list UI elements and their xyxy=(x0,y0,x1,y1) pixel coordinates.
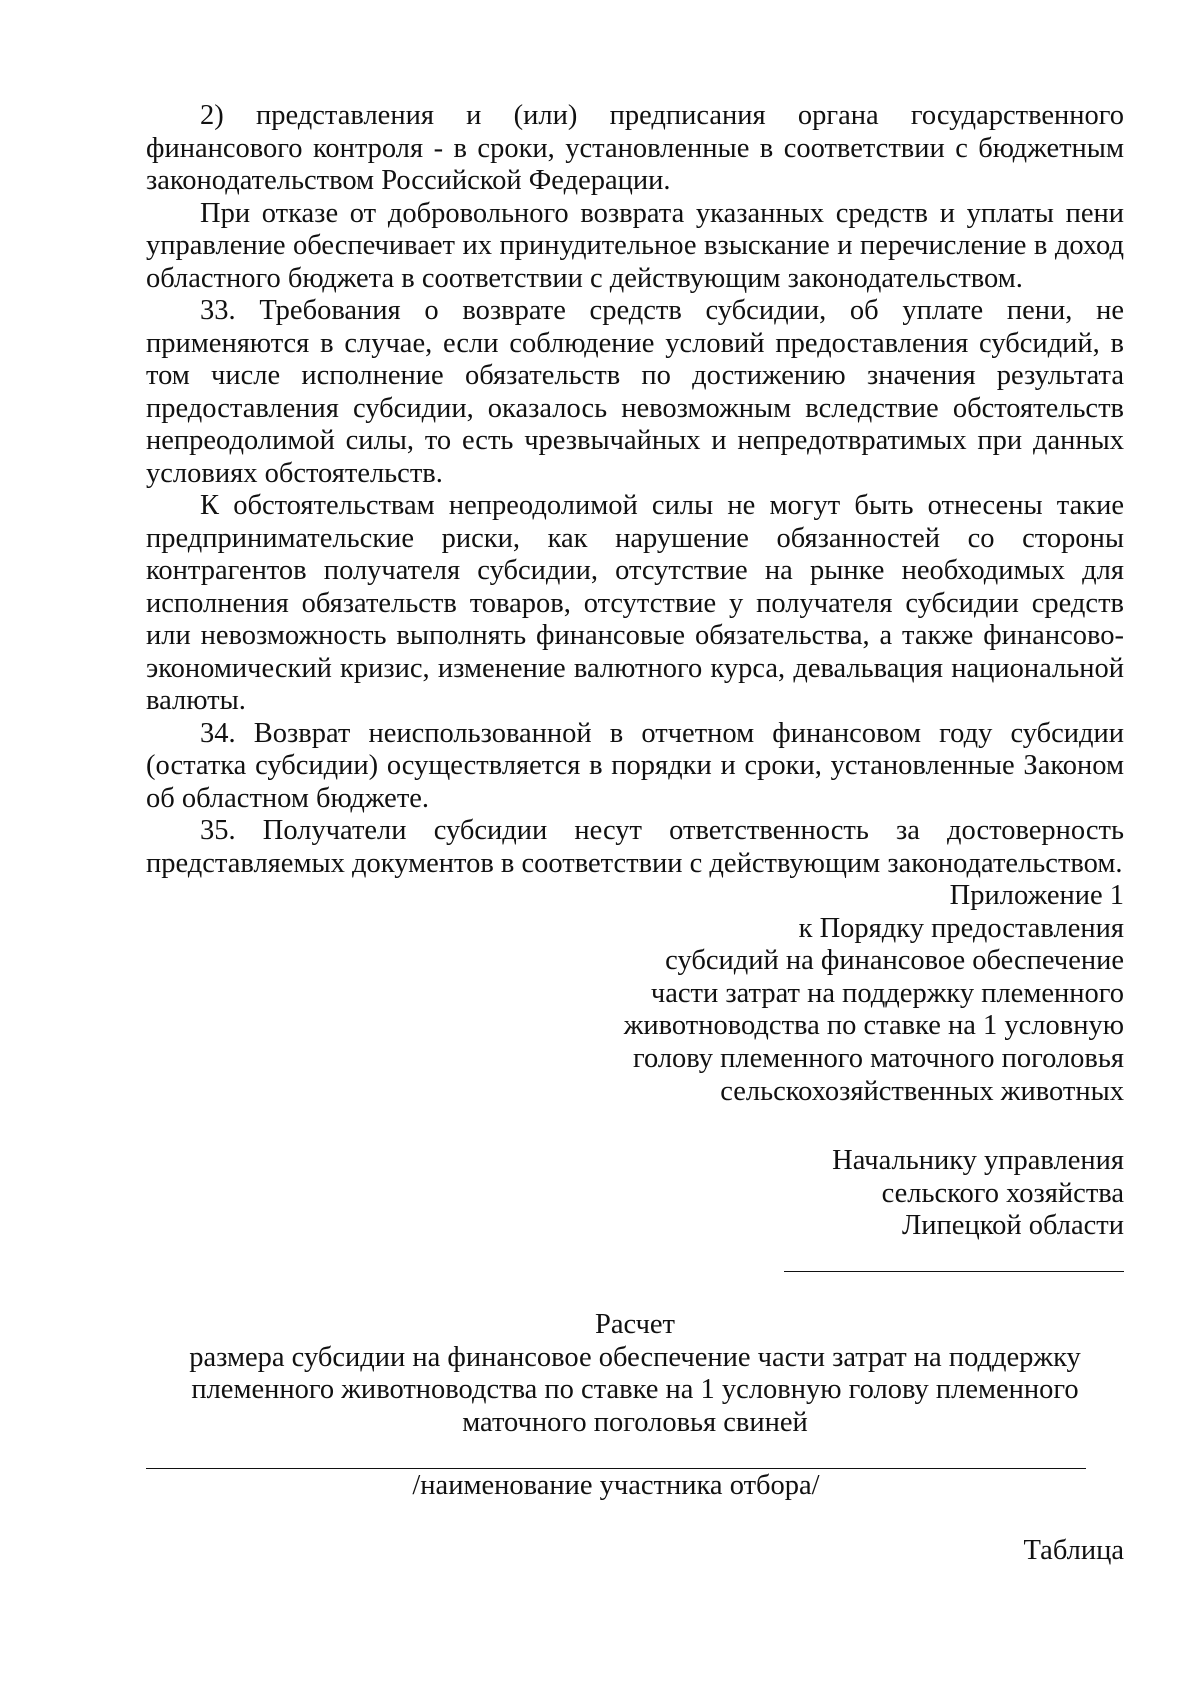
addressee-line: Липецкой области xyxy=(901,1210,1124,1242)
appendix-line: животноводства по ставке на 1 условную xyxy=(623,1010,1124,1042)
appendix-line: Приложение 1 xyxy=(949,880,1124,911)
calculation-subtitle: размера субсидии на финансовое обеспечение части затрат на поддержку племенного животноводства по ставке на 1 условную голову племенного маточного поголовья свиней xyxy=(189,1341,1081,1438)
appendix-line: сельскохозяйственных животных xyxy=(720,1075,1124,1107)
document-page xyxy=(146,100,1124,1568)
paragraph-33-force-majeure: 33. Требования о возврате средств субсидии, об уплате пени, не применяются в случае, если соблюдение условий предоставления субсидий, в том числе исполнение обязательств по достижению значения результата предоставления субсидии, оказалось невозможным вследствие обстоятельств непреодолимой силы, то есть чрезвычайных и непредотвратимых при данных условиях обстоятельств. xyxy=(146,295,1124,489)
appendix-line: голову племенного маточного поголовья xyxy=(632,1042,1124,1074)
calculation-title: Расчет xyxy=(594,1308,676,1340)
participant-name-caption: /наименование участника отбора/ xyxy=(412,1470,820,1502)
addressee-line: сельского хозяйства xyxy=(881,1177,1124,1209)
addressee-line: Начальнику управления xyxy=(832,1145,1124,1177)
signature-blank-line xyxy=(784,1271,1124,1272)
appendix-header xyxy=(146,880,1124,1108)
paragraph-force-majeure-exclusions: К обстоятельствам непреодолимой силы не могут быть отнесены такие предпринимательские риски, как нарушение обязанностей со стороны контрагентов получателя субсидии, отсутствие на рынке необходимых для исполнения обязательств товаров, отсутствие у получателя субсидии средств или невозможность выполнять финансовые обязательства, а также финансово-экономический кризис, изменение валютного курса, девальвация национальной валюты. xyxy=(146,490,1124,716)
paragraph-forced-recovery: При отказе от добровольного возврата указанных средств и уплаты пени управление обеспечивает их принудительное взыскание и перечисление в доход областного бюджета в соответствии с действующим законодательством. xyxy=(146,197,1124,294)
participant-name-blank-line xyxy=(146,1468,1086,1469)
paragraph-35-responsibility: 35. Получатели субсидии несут ответственность за достоверность представляемых документов в соответствии с действующим законодательством. xyxy=(146,815,1124,879)
table-label: Таблица xyxy=(1023,1534,1124,1566)
appendix-line: к Порядку предоставления xyxy=(798,912,1124,944)
paragraph-34-return-of-unused-subsidy: 34. Возврат неиспользованной в отчетном финансовом году субсидии (остатка субсидии) осуществляется в порядки и сроки, установленные Законом об областном бюджете. xyxy=(146,717,1124,814)
addressee-block xyxy=(146,1145,1124,1243)
paragraph-item-2-financial-control: 2) представления и (или) предписания органа государственного финансового контроля - в сроки, установленные в соответствии с бюджетным законодательством Российской Федерации. xyxy=(146,100,1124,196)
appendix-line: субсидий на финансовое обеспечение xyxy=(665,945,1124,977)
appendix-line: части затрат на поддержку племенного xyxy=(650,977,1124,1009)
